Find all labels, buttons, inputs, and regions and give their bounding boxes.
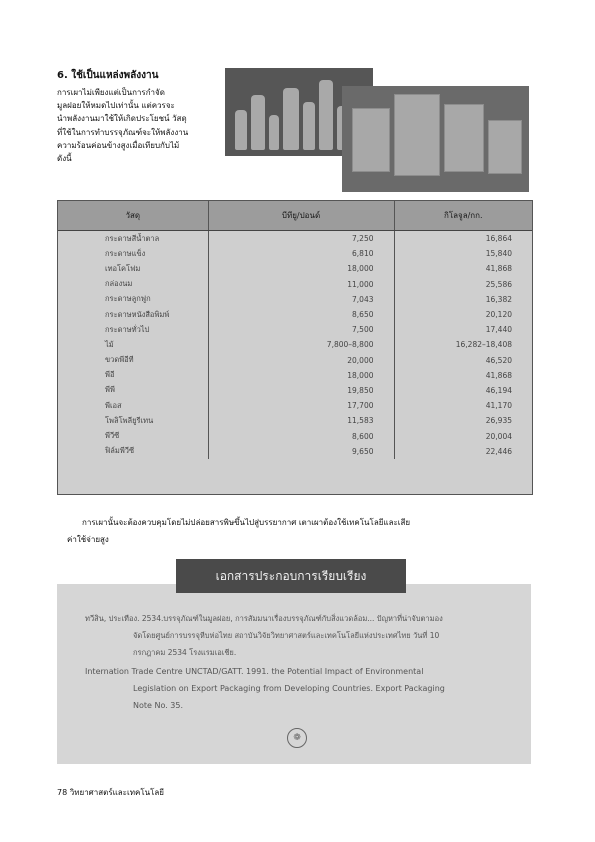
- reference-line: Legislation on Export Packaging from Developing Countries. Export Packaging: [133, 684, 445, 693]
- btu-cell: 18,000: [208, 368, 394, 383]
- btu-cell: 6,810: [208, 246, 394, 261]
- kj-cell: 16,382: [394, 292, 532, 307]
- kj-cell: 15,840: [394, 246, 532, 261]
- material-cell: กล่องนม: [105, 279, 133, 289]
- incineration-note: [67, 514, 512, 548]
- table-row: [58, 322, 532, 337]
- material-cell: ไม้: [105, 339, 114, 349]
- table-row: [58, 261, 532, 276]
- kj-cell: 26,935: [394, 413, 532, 428]
- reference-line: จัดโดยศูนย์การบรรจุหีบห่อไทย สถาบันวิจัยวิทยาศาสตร์และเทคโนโลยีแห่งประเทศไทย วันที่ 10: [133, 631, 440, 640]
- reference-english: [85, 663, 445, 714]
- section-heading: 6. ใช้เป็นแหล่งพลังงาน: [57, 70, 159, 81]
- material-cell: เทอโคโฟม: [105, 263, 141, 273]
- btu-cell: 20,000: [208, 353, 394, 368]
- kj-cell: 41,170: [394, 398, 532, 413]
- btu-cell: 11,000: [208, 277, 394, 292]
- material-cell: กระดาษทั่วไป: [105, 324, 150, 334]
- material-cell: พีพี: [105, 385, 115, 395]
- kj-cell: 46,520: [394, 353, 532, 368]
- header-btu: บีทียู/ปอนด์: [208, 201, 394, 231]
- kj-cell: 16,282–18,408: [394, 337, 532, 352]
- material-cell: กระดาษแข็ง: [105, 248, 146, 258]
- table-row: [58, 307, 532, 322]
- page-number: 78: [57, 788, 68, 797]
- btu-cell: 19,850: [208, 383, 394, 398]
- btu-cell: 7,500: [208, 322, 394, 337]
- table-row: [58, 337, 532, 352]
- material-cell: ฟิล์มพีวีซี: [105, 446, 135, 456]
- table-row: [58, 292, 532, 307]
- header-material: วัสดุ: [58, 201, 208, 231]
- intro-line: ที่ใช้ในการทำบรรจุภัณฑ์จะให้พลังงาน: [57, 127, 189, 137]
- btu-cell: 7,800–8,800: [208, 337, 394, 352]
- packaging-boxes-photo: [342, 86, 529, 192]
- header-kj: กิโลจูล/กก.: [394, 201, 532, 231]
- kj-cell: 25,586: [394, 277, 532, 292]
- emblem-icon: ❁: [287, 728, 307, 748]
- page-footer: [57, 786, 164, 799]
- kj-cell: 20,004: [394, 428, 532, 443]
- reference-line: ทวีสิน, ประเทือง. 2534.บรรจุภัณฑ์ในมูลฝอย, การสัมมนาเรื่องบรรจุภัณฑ์กับสิ่งแวดล้อม... ปัญหาที่น่าจับตามอง: [85, 614, 443, 623]
- kj-cell: 46,194: [394, 383, 532, 398]
- btu-cell: 18,000: [208, 261, 394, 276]
- table-row: [58, 444, 532, 459]
- table-row: [58, 353, 532, 368]
- intro-line: ความร้อนค่อนข้างสูงเมื่อเทียบกับไม้: [57, 140, 180, 150]
- btu-cell: 8,600: [208, 428, 394, 443]
- intro-line: นำพลังงานมาใช้ให้เกิดประโยชน์ วัสดุ: [57, 114, 187, 124]
- note-line: การเผานั้นจะต้องควบคุมโดยไม่ปล่อยสารพิษขึ้นไปสู่บรรยากาศ เตาเผาต้องใช้เทคโนโลยีและเสีย: [82, 518, 411, 527]
- material-cell: พีวีซี: [105, 431, 120, 441]
- references-title: เอกสารประกอบการเรียบเรียง: [176, 559, 406, 593]
- material-cell: กระดาษลูกฟูก: [105, 294, 151, 304]
- reference-line: Internation Trade Centre UNCTAD/GATT. 1991. the Potential Impact of Environmental: [85, 667, 424, 676]
- reference-line: กรกฎาคม 2534 โรงแรมเอเชีย.: [133, 648, 237, 657]
- table-row: [58, 246, 532, 261]
- reference-thai: [85, 610, 443, 661]
- btu-cell: 8,650: [208, 307, 394, 322]
- btu-cell: 17,700: [208, 398, 394, 413]
- publication-title: วิทยาศาสตร์และเทคโนโลยี: [69, 788, 164, 797]
- btu-cell: 9,650: [208, 444, 394, 459]
- kj-cell: 22,446: [394, 444, 532, 459]
- table-row: [58, 383, 532, 398]
- material-cell: กระดาษหนังสือพิมพ์: [105, 309, 170, 319]
- btu-cell: 7,043: [208, 292, 394, 307]
- material-cell: กระดาษสีน้ำตาล: [105, 233, 160, 243]
- btu-cell: 11,583: [208, 413, 394, 428]
- table-row: [58, 277, 532, 292]
- note-line: ค่าใช้จ่ายสูง: [67, 535, 109, 544]
- energy-table: [57, 200, 533, 495]
- table-row: [58, 368, 532, 383]
- intro-paragraph: [57, 86, 212, 165]
- table-row: [58, 413, 532, 428]
- material-cell: พีอี: [105, 370, 115, 380]
- kj-cell: 20,120: [394, 307, 532, 322]
- btu-cell: 7,250: [208, 231, 394, 247]
- kj-cell: 16,864: [394, 231, 532, 247]
- table-row: [58, 231, 532, 247]
- intro-line: มูลฝอยให้หมดไปเท่านั้น แต่ควรจะ: [57, 101, 175, 111]
- intro-line: ดังนี้: [57, 154, 72, 164]
- intro-line: การเผาไม่เพียงแต่เป็นการกำจัด: [57, 88, 165, 97]
- table-row: [58, 398, 532, 413]
- material-cell: พีเอส: [105, 400, 122, 410]
- kj-cell: 17,440: [394, 322, 532, 337]
- kj-cell: 41,868: [394, 261, 532, 276]
- material-cell: โพลิโพลียูรีเทน: [105, 415, 154, 425]
- reference-line: Note No. 35.: [133, 701, 184, 710]
- kj-cell: 41,868: [394, 368, 532, 383]
- material-cell: ขวดพีอีที: [105, 355, 134, 365]
- table-row: [58, 428, 532, 443]
